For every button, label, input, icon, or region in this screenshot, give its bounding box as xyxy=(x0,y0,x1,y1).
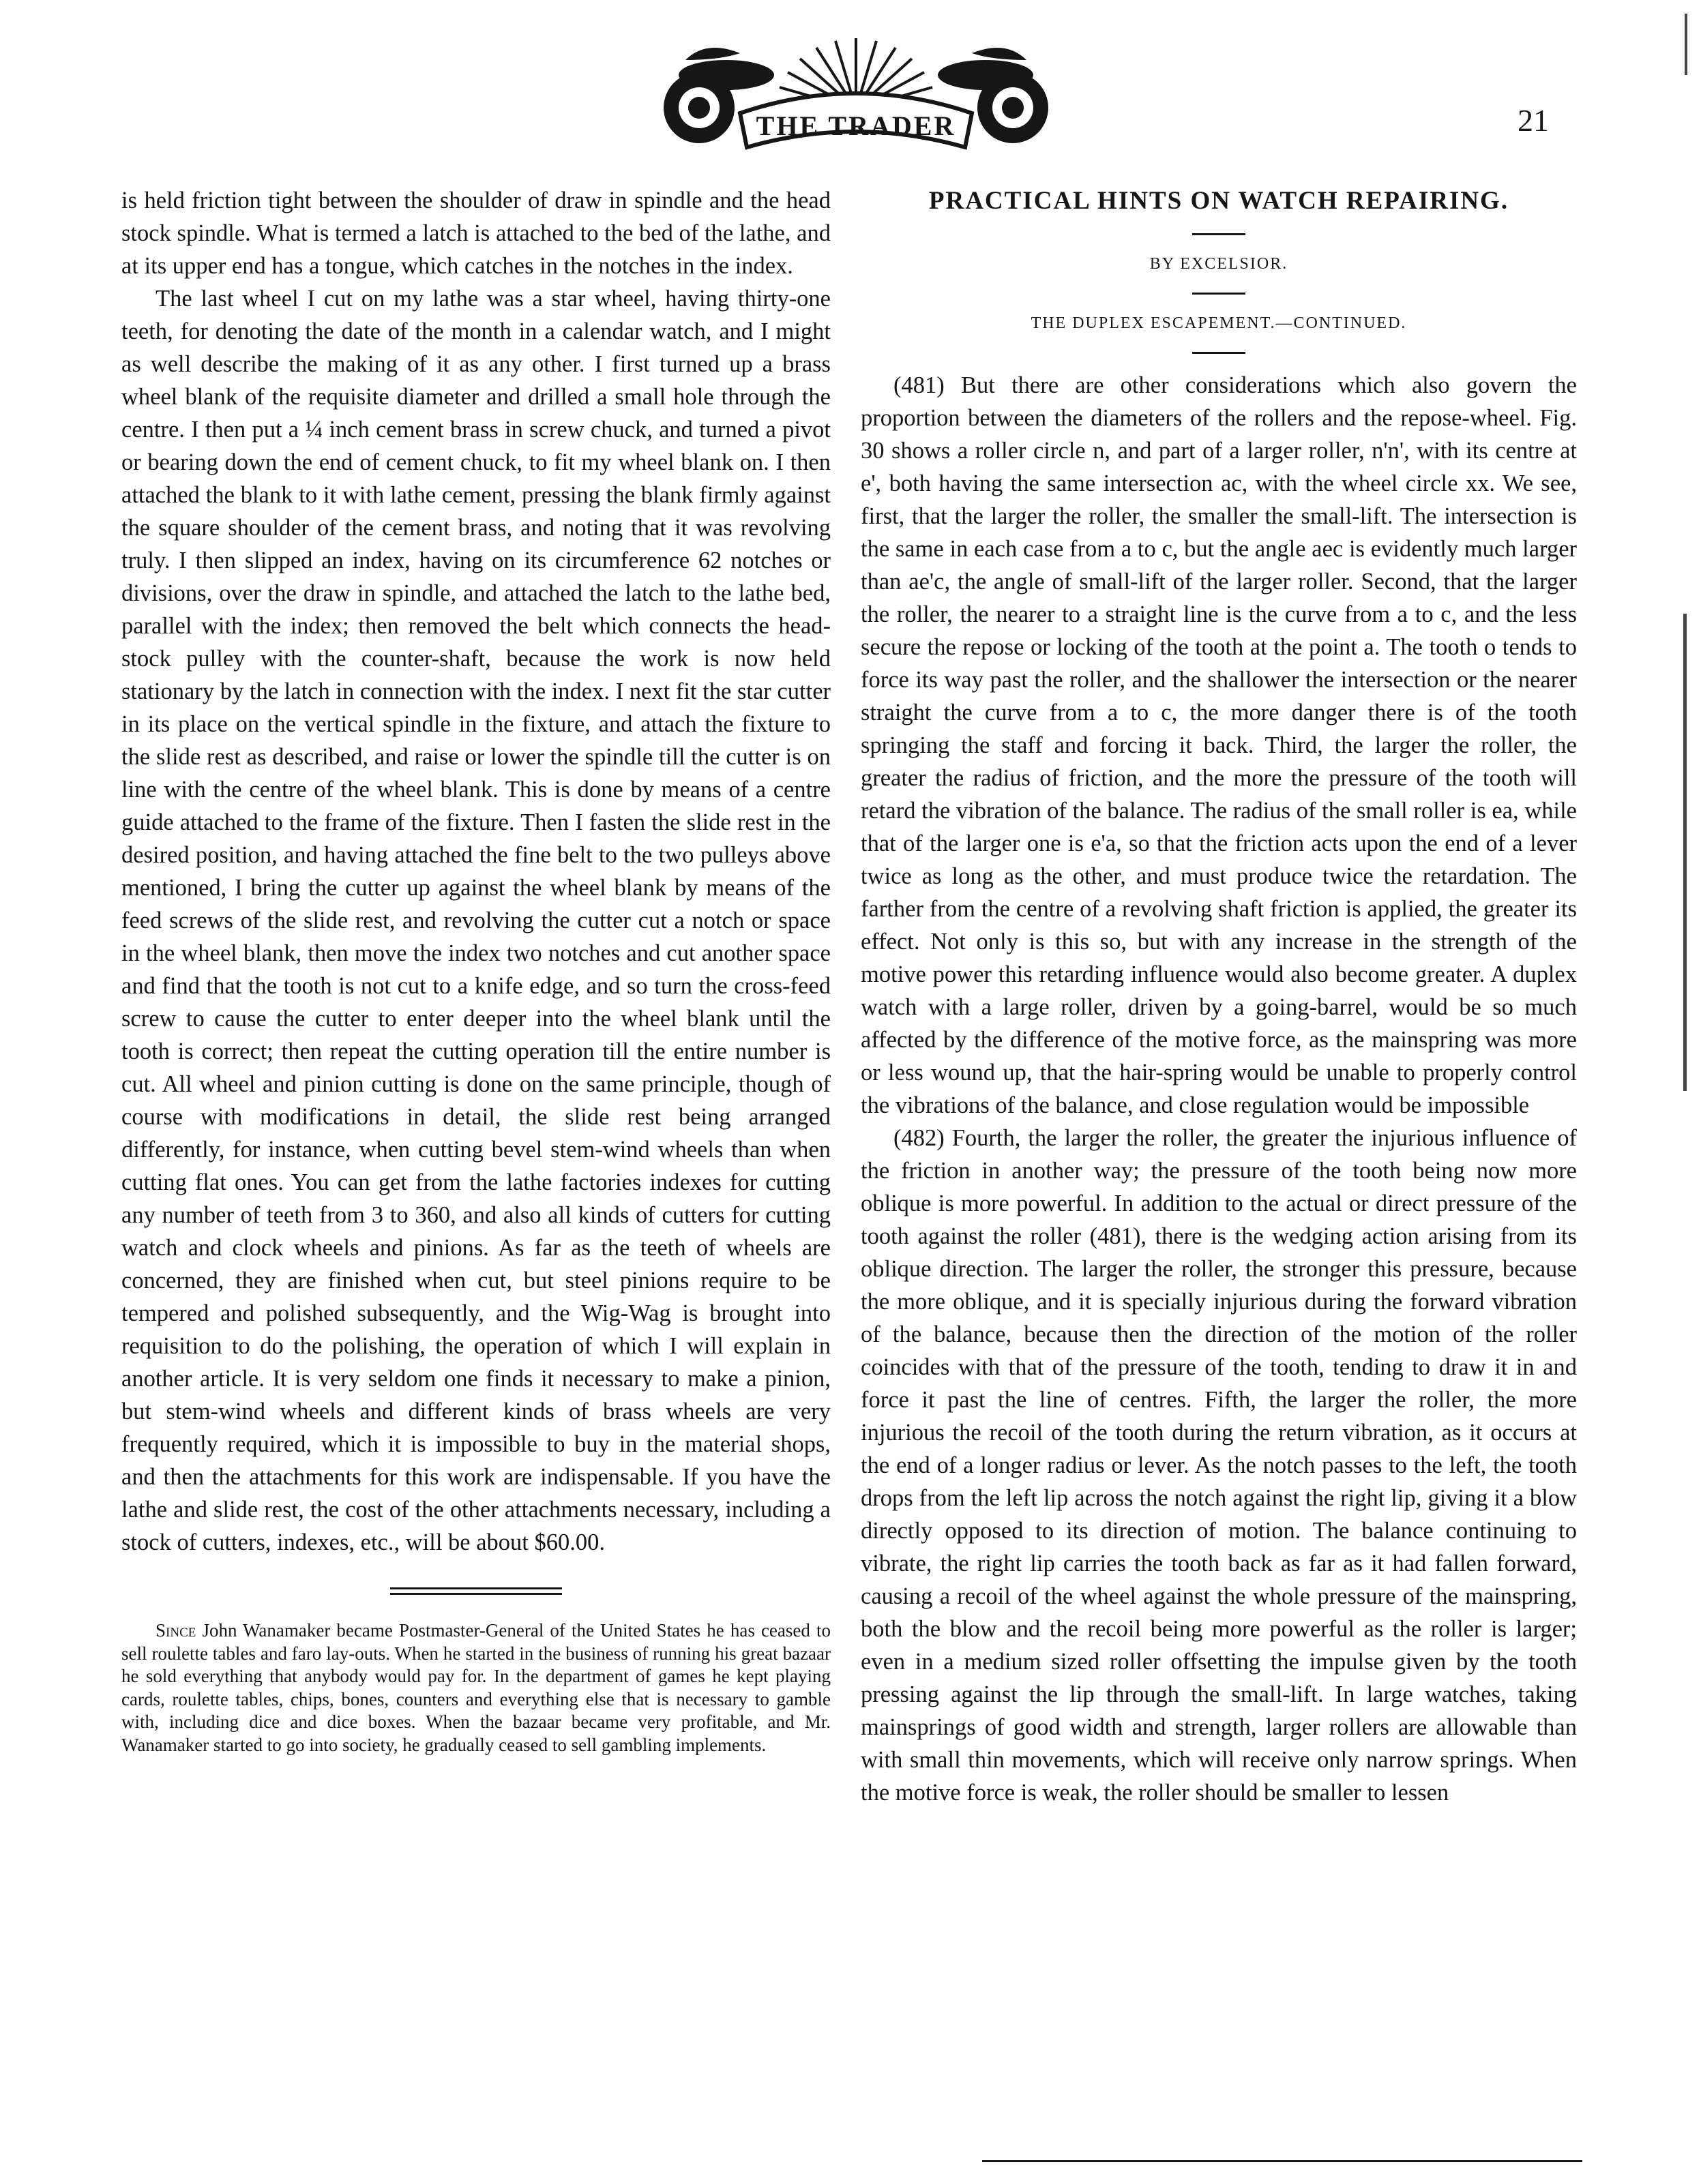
left-column xyxy=(121,184,831,1756)
paragraph: The last wheel I cut on my lathe was a star wheel, having thirty-one teeth, for denoting the date of the month in a calendar watch, and I might as well describe the making of it as any other. I first turned up a brass wheel blank of the requisite diameter and drilled a small hole through the centre. I then put a ¼ inch cement brass in screw chuck, and turned a pivot or bearing down the end of cement chuck, to fit my wheel blank on. I then attached the blank to it with lathe cement, pressing the blank firmly against the square shoulder of the cement brass, and noting that it was revolving truly. I then slipped an index, having on its circumference 62 notches or divisions, over the draw in spindle, and attached the latch to the lathe bed, parallel with the index; then removed the belt which connects the head-stock pulley with the counter-shaft, because the work is now held stationary by the latch in connection with the index. I next fit the star cutter in its place on the vertical spindle in the fixture, and attach the fixture to the slide rest as described, and raise or lower the spindle till the cutter is on line with the centre of the wheel blank. This is done by means of a centre guide attached to the frame of the fixture. Then I fasten the slide rest in the desired position, and having attached the fine belt to the two pulleys above mentioned, I bring the cutter up against the wheel blank by means of the feed screws of the slide rest, and revolving the cutter cut a notch or space in the wheel blank, then move the index two notches and cut another space and find that the tooth is not cut to a knife edge, and so turn the cross-feed screw to cause the cutter to enter deeper into the wheel blank until the tooth is correct; then repeat the cutting operation till the entire number is cut. All wheel and pinion cutting is done on the same principle, though of course with modifications in detail, the slide rest being arranged differently, for instance, when cutting bevel stem-wind wheels than when cutting flat ones. You can get from the lathe factories indexes for cutting any number of teeth from 3 to 360, and also all kinds of cutters for cutting watch and clock wheels and pinions. As far as the teeth of wheels are concerned, they are finished when cut, but steel pinions require to be tempered and polished subsequently, and the Wig-Wag is brought into requisition to do the polishing, the operation of which I will explain in another article. It is very seldom one finds it necessary to make a pinion, but stem-wind wheels and different kinds of brass wheels are very frequently required, which it is impossible to buy in the material shops, and then the attachments for this work are indispensable. If you have the lathe and slide rest, the cost of the other attachments necessary, including a stock of cutters, indexes, etc., will be about $60.00. xyxy=(121,286,831,1555)
masthead-logo xyxy=(645,33,1067,155)
note-text: John Wanamaker became Postmaster-General of the United States he has ceased to sell roulette tables and faro lay-outs. When he started in the business of running his great bazaar he sold everything that anybody would pay for. In the department of games he kept playing cards, roulette tables, chips, bones, counters and everything else that is necessary to gamble with, including dice and dice boxes. When the bazaar became very profitable, and Mr. Wanamaker started to go into society, he gradually ceased to sell gambling implements. xyxy=(121,1620,831,1755)
news-note xyxy=(121,1619,831,1756)
margin-mark xyxy=(1683,614,1687,1091)
byline-rule xyxy=(1192,293,1245,295)
paragraph: (481) But there are other considerations which also govern the proportion between the diameters of the rollers and the repose-wheel. Fig. 30 shows a roller circle n, and part of a larger roller, n'n', with its centre at e', both having the same intersection ac, with the wheel circle xx. We see, first, that the larger the roller, the smaller the small-lift. The intersection is the same in each case from a to c, but the angle aec is evidently much larger than ae'c, the angle of small-lift of the larger roller. Second, that the larger the roller, the nearer to a straight line is the curve from a to c, and the less secure the repose or locking of the tooth at the point a. The tooth o tends to force its way past the roller, and the shallower the intersection or the nearer straight the curve from a to c, the more danger there is of the tooth springing the staff and forcing it back. Third, the larger the roller, the greater the radius of friction, and the more the pressure of the tooth will retard the vibration of the balance. The radius of the small roller is ea, while that of the larger one is e'a, so that the friction acts upon the end of a lever twice as long as the other, and must produce twice the retardation. The farther from the centre of a revolving shaft friction is applied, the greater its effect. Not only is this so, but with any increase in the strength of the motive power this retarding influence would also become greater. A duplex watch with a large roller, driven by a going-barrel, would be so much affected by the difference of the motive force, as the mainspring was more or less wound up, that the hair-spring would be unable to properly control the vibrations of the balance, and close regulation would be impossible xyxy=(861,372,1577,1118)
title-rule xyxy=(1192,233,1245,235)
double-rule-divider xyxy=(390,1587,562,1595)
subtitle-rule xyxy=(1192,352,1245,354)
paragraph: is held friction tight between the shoulder of draw in spindle and the head stock spindle. What is termed a latch is attached to the bed of the lathe, and at its upper end has a tongue, which catches in the notches in the index. xyxy=(121,188,831,279)
paragraph: (482) Fourth, the larger the roller, the greater the injurious influence of the friction in another way; the pressure of the tooth being now more oblique is more powerful. In addition to the actual or direct pressure of the tooth against the roller (481), there is the wedging action arising from its oblique direction. The larger the roller, the stronger this pressure, because the more oblique, and it is specially injurious during the forward vibration of the balance, because then the direction of the motion of the roller coincides with that of the pressure of the tooth, tending to draw it in and force it past the line of centres. Fifth, the larger the roller, the more injurious the recoil of the tooth during the return vibration, as it occurs at the end of a longer radius or lever. As the notch passes to the left, the tooth drops from the left lip across the notch against the right lip, giving it a blow directly opposed to its direction of motion. The balance continuing to vibrate, the right lip carries the tooth back as far as it had fallen forward, causing a recoil of the wheel against the whole pressure of the mainspring, both the blow and the recoil being more powerful as the roller is larger; even in a medium sized roller offsetting the impulse given by the tooth pressing against the lip through the small-lift. In large watches, taking mainsprings of good width and strength, larger rollers are allowable than with small thin movements, which will receive only narrow springs. When the motive force is weak, the roller should be smaller to lessen xyxy=(861,1125,1577,1806)
margin-mark xyxy=(1685,14,1687,75)
article-subtitle: THE DUPLEX ESCAPEMENT.—CONTINUED. xyxy=(1031,314,1407,332)
masthead-ornament-icon xyxy=(645,33,1067,155)
page-number: 21 xyxy=(1518,103,1549,138)
bottom-rule xyxy=(982,2160,1582,2162)
right-column xyxy=(861,184,1577,1809)
article-title: PRACTICAL HINTS ON WATCH REPAIRING. xyxy=(928,187,1509,215)
article-byline: BY EXCELSIOR. xyxy=(1149,255,1288,273)
svg-text:THE TRADER: THE TRADER xyxy=(756,110,956,141)
note-lead: Since xyxy=(156,1620,196,1641)
